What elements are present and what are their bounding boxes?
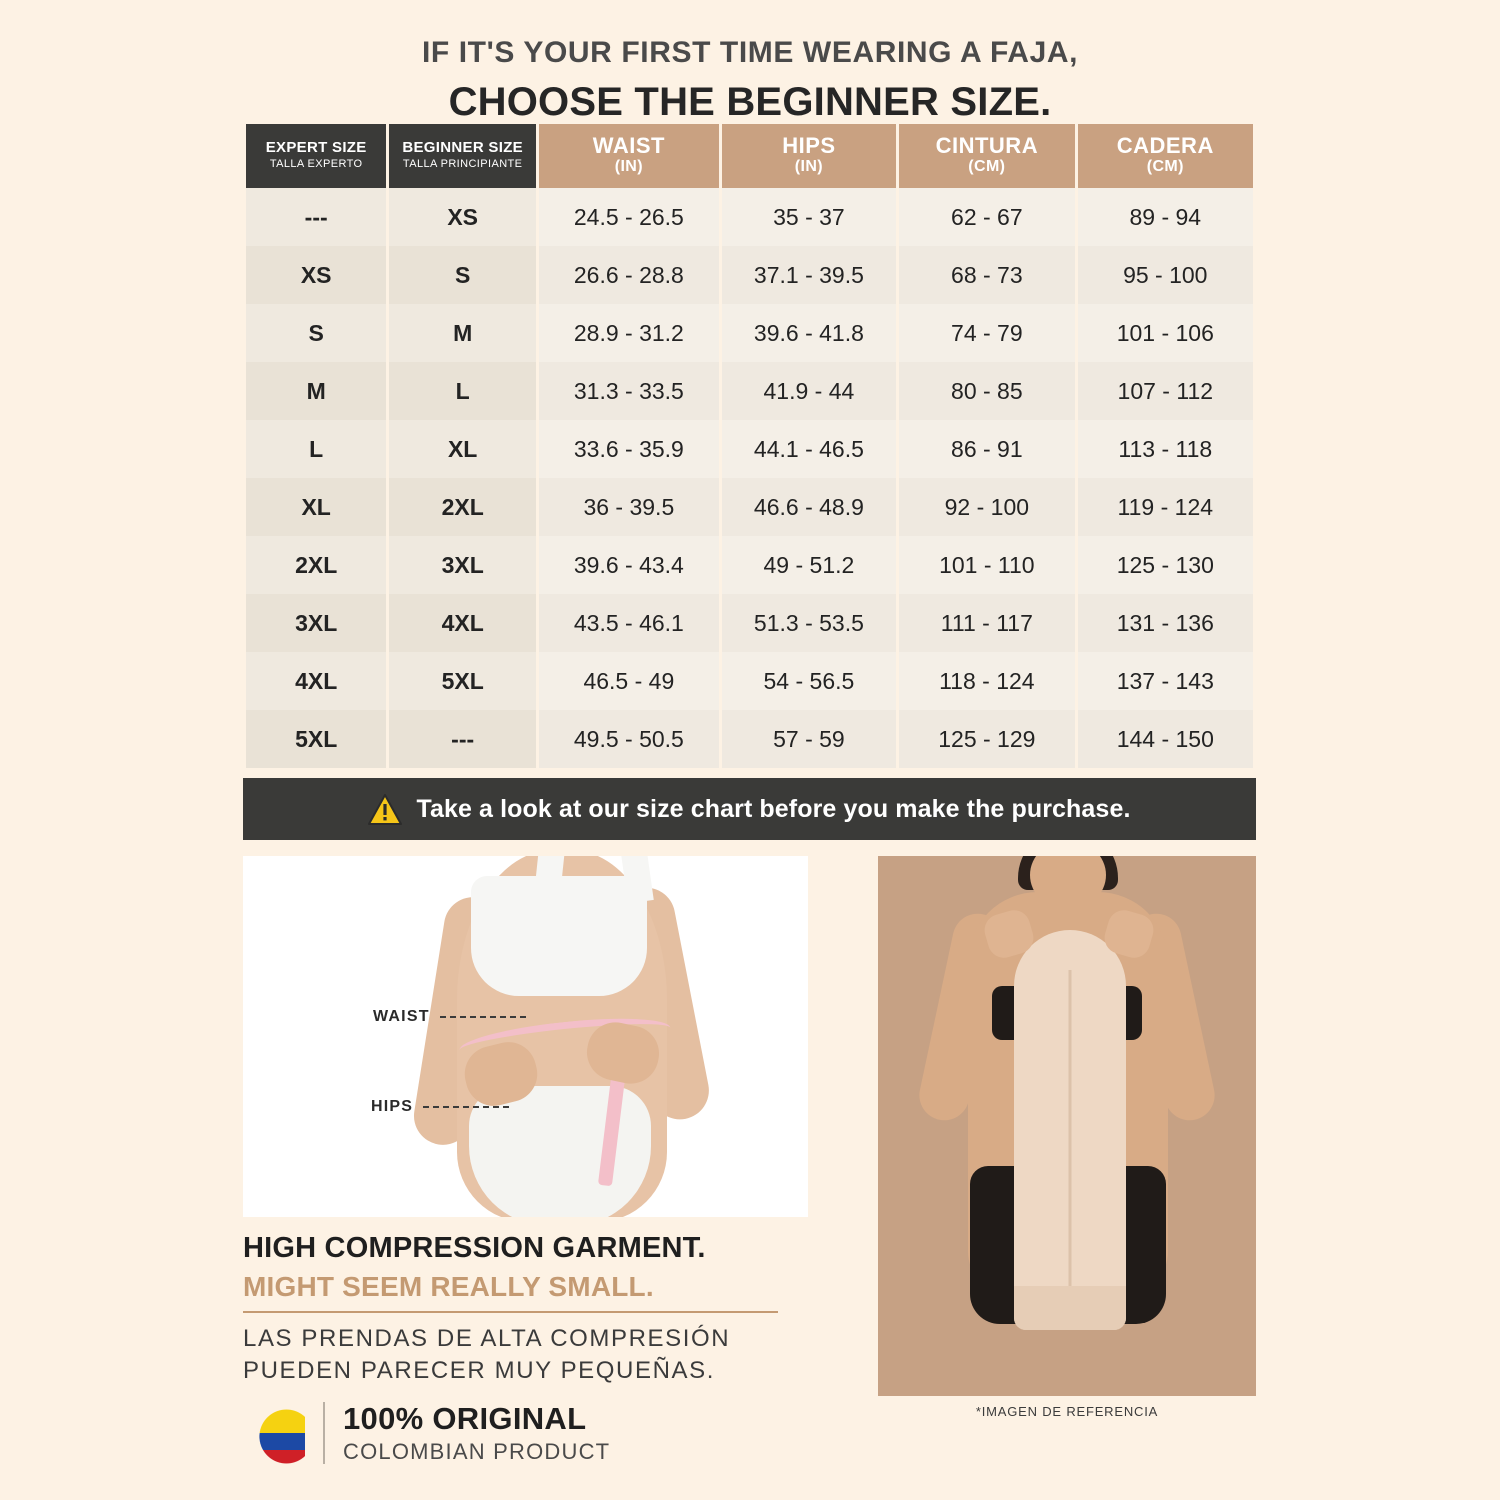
table-row bbox=[246, 188, 1253, 246]
cell-expert-size: XS bbox=[246, 246, 386, 304]
table-row bbox=[246, 304, 1253, 362]
table-row bbox=[246, 594, 1253, 652]
cell-cintura-cm: 62 - 67 bbox=[899, 188, 1074, 246]
size-chart-table-wrapper bbox=[243, 124, 1256, 768]
cell-expert-size: L bbox=[246, 420, 386, 478]
cell-waist-in: 43.5 - 46.1 bbox=[539, 594, 719, 652]
cell-beginner-size: S bbox=[389, 246, 536, 304]
waist-annotation bbox=[373, 1008, 526, 1026]
column-header-hips-in: HIPS (IN) bbox=[722, 124, 896, 188]
cell-cintura-cm: 74 - 79 bbox=[899, 304, 1074, 362]
cell-cintura-cm: 68 - 73 bbox=[899, 246, 1074, 304]
table-row bbox=[246, 420, 1253, 478]
product-illustration bbox=[934, 866, 1200, 1396]
size-chart-table bbox=[243, 124, 1256, 768]
cell-hips-in: 41.9 - 44 bbox=[722, 362, 896, 420]
cell-expert-size: --- bbox=[246, 188, 386, 246]
cell-cintura-cm: 80 - 85 bbox=[899, 362, 1074, 420]
cell-expert-size: 4XL bbox=[246, 652, 386, 710]
table-row bbox=[246, 652, 1253, 710]
cell-waist-in: 33.6 - 35.9 bbox=[539, 420, 719, 478]
table-row bbox=[246, 478, 1253, 536]
hips-label: HIPS bbox=[371, 1098, 414, 1115]
hips-leader-line bbox=[423, 1106, 509, 1108]
cell-cadera-cm: 131 - 136 bbox=[1078, 594, 1253, 652]
cell-beginner-size: 5XL bbox=[389, 652, 536, 710]
headline-line-2: CHOOSE THE BEGINNER SIZE. bbox=[448, 80, 1052, 124]
cell-cadera-cm: 144 - 150 bbox=[1078, 710, 1253, 768]
table-header-row bbox=[246, 124, 1253, 188]
caption-spanish-line-2: PUEDEN PARECER MUY PEQUEÑAS. bbox=[243, 1356, 716, 1384]
cell-waist-in: 28.9 - 31.2 bbox=[539, 304, 719, 362]
cell-cintura-cm: 86 - 91 bbox=[899, 420, 1074, 478]
cell-hips-in: 35 - 37 bbox=[722, 188, 896, 246]
cell-expert-size: S bbox=[246, 304, 386, 362]
badge-title: 100% ORIGINAL bbox=[343, 1401, 587, 1436]
cell-hips-in: 57 - 59 bbox=[722, 710, 896, 768]
column-header-cintura-cm: CINTURA (CM) bbox=[899, 124, 1074, 188]
cell-cintura-cm: 111 - 117 bbox=[899, 594, 1074, 652]
page-title bbox=[0, 0, 1500, 125]
waist-label: WAIST bbox=[373, 1008, 430, 1025]
cell-hips-in: 37.1 - 39.5 bbox=[722, 246, 896, 304]
cell-expert-size: 5XL bbox=[246, 710, 386, 768]
cell-waist-in: 31.3 - 33.5 bbox=[539, 362, 719, 420]
table-row bbox=[246, 246, 1253, 304]
cell-beginner-size: XS bbox=[389, 188, 536, 246]
cell-expert-size: XL bbox=[246, 478, 386, 536]
cell-cadera-cm: 125 - 130 bbox=[1078, 536, 1253, 594]
warning-text: Take a look at our size chart before you make the purchase. bbox=[416, 794, 1131, 823]
cell-waist-in: 39.6 - 43.4 bbox=[539, 536, 719, 594]
cell-beginner-size: 4XL bbox=[389, 594, 536, 652]
cell-beginner-size: --- bbox=[389, 710, 536, 768]
cell-waist-in: 24.5 - 26.5 bbox=[539, 188, 719, 246]
cell-beginner-size: XL bbox=[389, 420, 536, 478]
cell-beginner-size: M bbox=[389, 304, 536, 362]
caption-divider bbox=[243, 1311, 778, 1313]
product-photo bbox=[878, 856, 1256, 1396]
measurement-illustration bbox=[419, 856, 719, 1217]
cell-cadera-cm: 89 - 94 bbox=[1078, 188, 1253, 246]
cell-cadera-cm: 101 - 106 bbox=[1078, 304, 1253, 362]
caption-line-2: MIGHT SEEM REALLY SMALL. bbox=[243, 1271, 654, 1302]
cell-beginner-size: 3XL bbox=[389, 536, 536, 594]
waist-leader-line bbox=[440, 1016, 526, 1018]
colombia-flag-icon bbox=[243, 1398, 305, 1468]
cell-cadera-cm: 95 - 100 bbox=[1078, 246, 1253, 304]
caption-spanish-line-1: LAS PRENDAS DE ALTA COMPRESIÓN bbox=[243, 1325, 731, 1352]
cell-waist-in: 36 - 39.5 bbox=[539, 478, 719, 536]
cell-hips-in: 44.1 - 46.5 bbox=[722, 420, 896, 478]
cell-cintura-cm: 92 - 100 bbox=[899, 478, 1074, 536]
cell-waist-in: 46.5 - 49 bbox=[539, 652, 719, 710]
headline-line-1: IF IT'S YOUR FIRST TIME WEARING A FAJA, bbox=[421, 36, 1079, 69]
cell-cintura-cm: 118 - 124 bbox=[899, 652, 1074, 710]
warning-banner bbox=[243, 778, 1256, 840]
cell-hips-in: 46.6 - 48.9 bbox=[722, 478, 896, 536]
table-row bbox=[246, 710, 1253, 768]
cell-hips-in: 51.3 - 53.5 bbox=[722, 594, 896, 652]
cell-waist-in: 26.6 - 28.8 bbox=[539, 246, 719, 304]
hips-annotation bbox=[371, 1098, 509, 1116]
table-row bbox=[246, 362, 1253, 420]
cell-waist-in: 49.5 - 50.5 bbox=[539, 710, 719, 768]
cell-beginner-size: L bbox=[389, 362, 536, 420]
cell-hips-in: 49 - 51.2 bbox=[722, 536, 896, 594]
cell-hips-in: 39.6 - 41.8 bbox=[722, 304, 896, 362]
caption-block bbox=[243, 1232, 808, 1386]
cell-cadera-cm: 137 - 143 bbox=[1078, 652, 1253, 710]
cell-expert-size: 3XL bbox=[246, 594, 386, 652]
cell-cadera-cm: 107 - 112 bbox=[1078, 362, 1253, 420]
reference-image-note: *IMAGEN DE REFERENCIA bbox=[975, 1404, 1159, 1419]
cell-cadera-cm: 119 - 124 bbox=[1078, 478, 1253, 536]
cell-expert-size: 2XL bbox=[246, 536, 386, 594]
column-header-waist-in: WAIST (IN) bbox=[539, 124, 719, 188]
table-row bbox=[246, 536, 1253, 594]
cell-hips-in: 54 - 56.5 bbox=[722, 652, 896, 710]
cell-cintura-cm: 101 - 110 bbox=[899, 536, 1074, 594]
cell-cadera-cm: 113 - 118 bbox=[1078, 420, 1253, 478]
column-header-cadera-cm: CADERA (CM) bbox=[1078, 124, 1253, 188]
cell-cintura-cm: 125 - 129 bbox=[899, 710, 1074, 768]
caption-line-1: HIGH COMPRESSION GARMENT. bbox=[243, 1232, 706, 1264]
cell-expert-size: M bbox=[246, 362, 386, 420]
column-header-beginner-size: BEGINNER SIZE TALLA PRINCIPIANTE bbox=[389, 124, 536, 188]
badge-divider bbox=[323, 1402, 325, 1464]
cell-beginner-size: 2XL bbox=[389, 478, 536, 536]
origin-badge bbox=[243, 1398, 610, 1468]
measurement-photo bbox=[243, 856, 808, 1217]
column-header-expert-size: EXPERT SIZE TALLA EXPERTO bbox=[246, 124, 386, 188]
warning-triangle-icon bbox=[368, 794, 402, 825]
badge-subtitle: COLOMBIAN PRODUCT bbox=[343, 1439, 611, 1464]
badge-text bbox=[343, 1401, 610, 1465]
